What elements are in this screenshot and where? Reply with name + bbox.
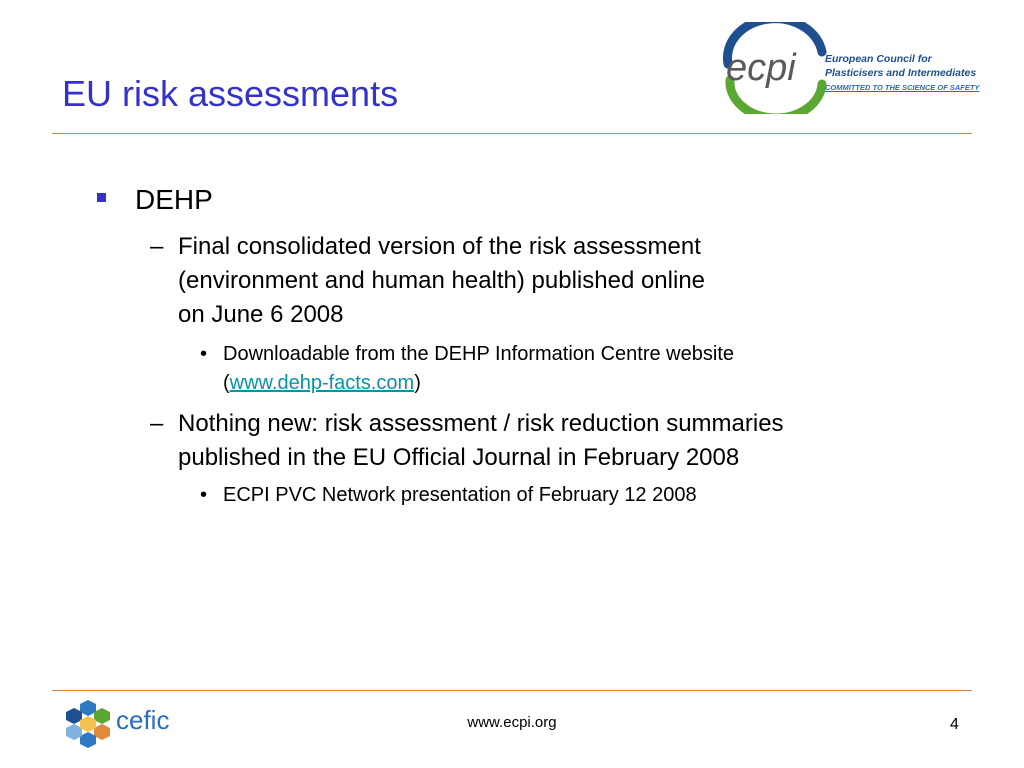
bullet-dehp: DEHP (135, 184, 213, 215)
open-paren: ( (223, 372, 230, 394)
ecpi-tagline-line2: Plasticisers and Intermediates (825, 67, 977, 79)
ecpi-tagline-line3: COMMITTED TO THE SCIENCE OF SAFETY (825, 83, 980, 92)
dehp-facts-link[interactable]: www.dehp-facts.com (229, 372, 415, 394)
item2-line1: Nothing new: risk assessment / risk reduction summaries (178, 410, 784, 437)
slide-title: EU risk assessments (62, 73, 399, 114)
footer-url: www.ecpi.org (467, 714, 557, 731)
item1-line1: Final consolidated version of the risk assessment (178, 233, 701, 260)
item2-line2: published in the EU Official Journal in February 2008 (178, 444, 740, 471)
ecpi-tagline (825, 52, 979, 94)
page-number: 4 (950, 716, 959, 733)
item2-sub-line1: ECPI PVC Network presentation of February 12 2008 (223, 484, 697, 506)
ecpi-tagline-line1: European Council for (825, 53, 932, 65)
square-bullet-icon (97, 193, 106, 202)
item1-sub-line1: Downloadable from the DEHP Information Centre website (223, 343, 734, 365)
dash-bullet-2: – (150, 410, 164, 437)
dot-bullet-1: • (200, 343, 208, 365)
item1-line3: on June 6 2008 (178, 301, 344, 328)
close-paren: ) (414, 372, 421, 394)
header-divider (52, 133, 972, 134)
dash-bullet-1: – (150, 233, 164, 260)
item1-line2: (environment and human health) published online (178, 267, 706, 294)
footer-divider (52, 690, 972, 691)
dot-bullet-2: • (200, 484, 208, 506)
cefic-wordmark: cefic (116, 705, 170, 735)
ecpi-wordmark: ecpi (726, 47, 796, 89)
item1-sub-line2 (223, 369, 923, 398)
